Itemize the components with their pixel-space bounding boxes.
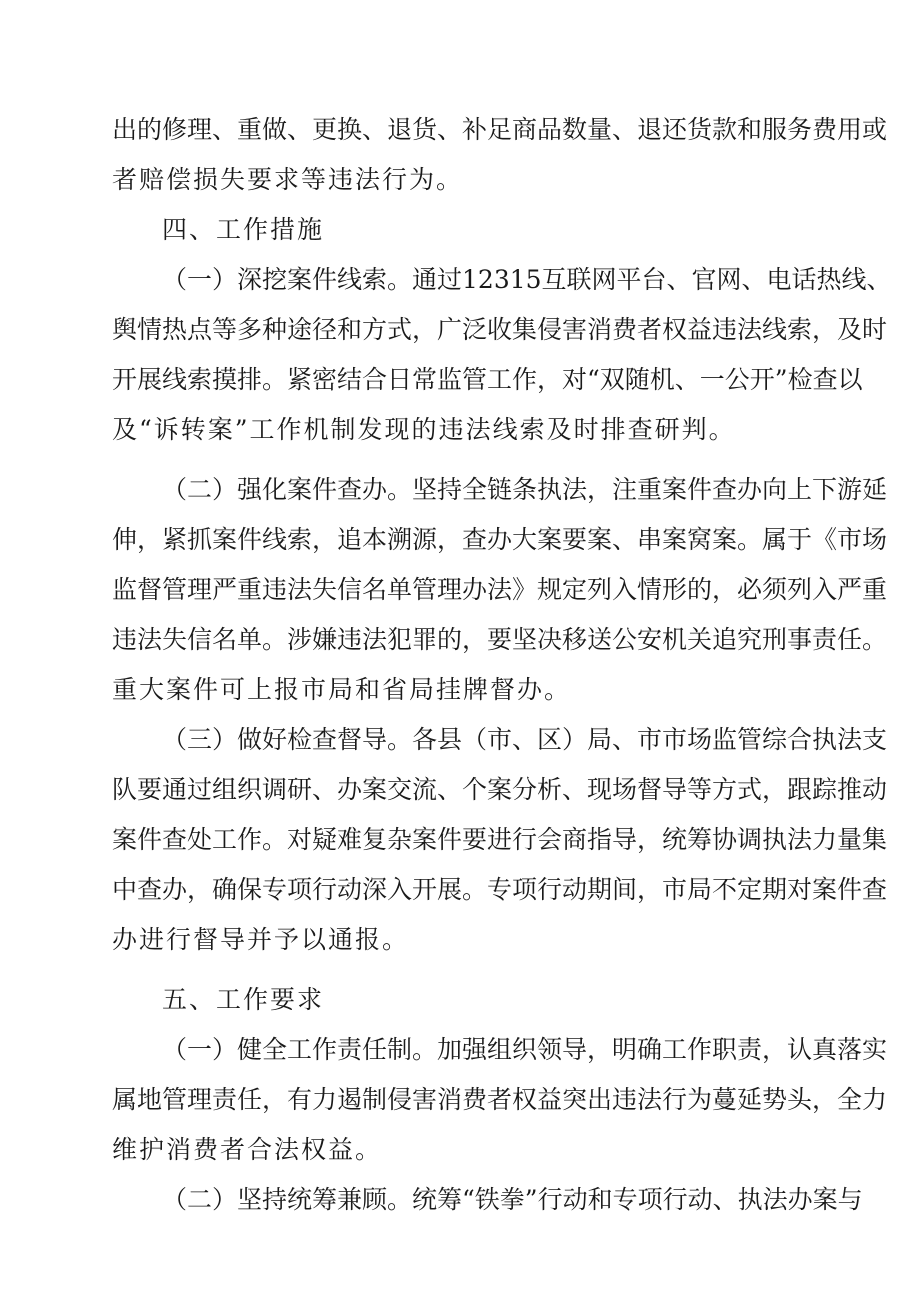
paragraph-line: 维护消费者合法权益。 [112,1135,383,1164]
paragraph-line: 者赔偿损失要求等违法行为。 [112,165,464,194]
paragraph-line: 违法失信名单。涉嫌违法犯罪的，要坚决移送公安机关追究刑事责任。 [112,625,888,654]
paragraph-line: 监督管理严重违法失信名单管理办法》规定列入情形的，必须列入严重 [112,575,888,604]
paragraph-line: （三）做好检查督导。各县（市、区）局、市市场监管综合执法支 [162,725,888,754]
paragraph-line: 舆情热点等多种途径和方式，广泛收集侵害消费者权益违法线索，及时 [112,315,888,344]
section-heading-requirements: 五、工作要求 [162,985,325,1014]
paragraph-line: （二）坚持统筹兼顾。统筹“铁拳”行动和专项行动、执法办案与 [162,1185,863,1214]
paragraph-line: 中查办，确保专项行动深入开展。专项行动期间，市局不定期对案件查 [112,875,888,904]
paragraph-line: 开展线索摸排。紧密结合日常监管工作，对“双随机、一公开”检查以 [112,365,863,394]
paragraph-line: 及“诉转案”工作机制发现的违法线索及时排查研判。 [112,415,736,444]
paragraph-line: 案件查处工作。对疑难复杂案件要进行会商指导，统筹协调执法力量集 [112,825,888,854]
section-heading-measures: 四、工作措施 [162,215,325,244]
paragraph-line: 办进行督导并予以通报。 [112,925,410,954]
paragraph-line: 伸，紧抓案件线索，追本溯源，查办大案要案、串案窝案。属于《市场 [112,525,888,554]
paragraph-line: 属地管理责任，有力遏制侵害消费者权益突出违法行为蔓延势头，全力 [112,1085,888,1114]
paragraph-line: （二）强化案件查办。坚持全链条执法，注重案件查办向上下游延 [162,475,888,504]
paragraph-line: 重大案件可上报市局和省局挂牌督办。 [112,675,572,704]
paragraph-line: 队要通过组织调研、办案交流、个案分析、现场督导等方式，跟踪推动 [112,775,888,804]
paragraph-line: 出的修理、重做、更换、退货、补足商品数量、退还货款和服务费用或 [112,115,888,144]
paragraph-line: （一）深挖案件线索。通过12315互联网平台、官网、电话热线、 [162,265,892,294]
paragraph-line: （一）健全工作责任制。加强组织领导，明确工作职责，认真落实 [162,1035,888,1064]
